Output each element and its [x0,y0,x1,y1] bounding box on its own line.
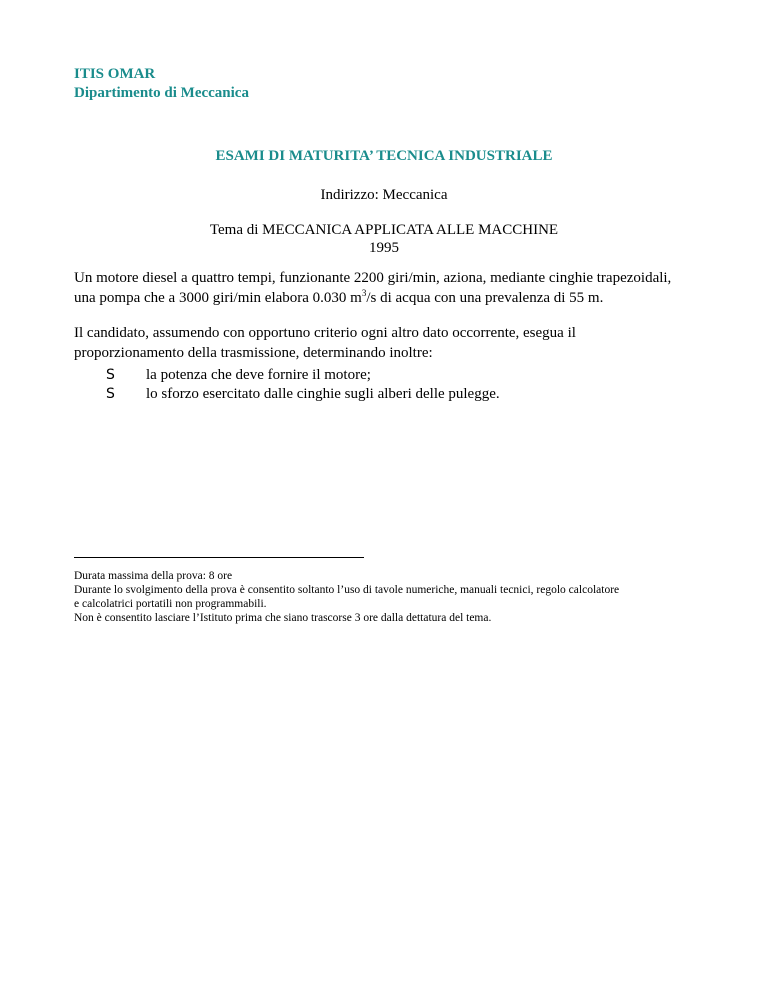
bullet-icon: S [106,367,115,383]
footnote-separator [74,557,364,558]
document-header [74,65,249,103]
school-name: ITIS OMAR [74,66,156,82]
footnote-line-4: Non è consentito lasciare l’Istituto prima che siano trascorse 3 ore dalla dettatura del tema. [74,612,492,624]
list-item [106,385,500,404]
problem-line-2 [74,288,724,308]
footnote-line-3: e calcolatrici portatili non programmabili. [74,598,267,610]
department-name: Dipartimento di Meccanica [74,85,249,101]
list-item [106,366,500,385]
problem-statement [74,268,724,308]
footnote-line-1: Durata massima della prova: 8 ore [74,570,233,582]
instructions-line-1: Il candidato, assumendo con opportuno criterio ogni altro dato occorrente, esegua il [74,325,576,341]
problem-line-2-start: una pompa che a 3000 giri/min elabora 0.030 m [74,290,362,306]
exam-tema: Tema di MECCANICA APPLICATA ALLE MACCHINE [209,222,559,238]
bullet-icon: S [106,386,115,402]
footnote [74,569,704,625]
instructions [74,323,724,363]
requirements-list [106,366,500,404]
footnote-line-2: Durante lo svolgimento della prova è consentito soltanto l’uso di tavole numeriche, manuali tecnici, regolo calcolatore [74,584,620,596]
exam-year: 1995 [369,240,399,256]
exam-indirizzo: Indirizzo: Meccanica [320,187,448,203]
list-item-text: lo sforzo esercitato dalle cinghie sugli alberi delle pulegge. [146,386,500,402]
list-item-text: la potenza che deve fornire il motore; [146,367,371,383]
problem-line-2-end: /s di acqua con una prevalenza di 55 m. [366,290,604,306]
exam-title: ESAMI DI MATURITA’ TECNICA INDUSTRIALE [215,148,553,164]
instructions-line-2: proporzionamento della trasmissione, determinando inoltre: [74,345,433,361]
problem-line-1: Un motore diesel a quattro tempi, funzionante 2200 giri/min, aziona, mediante cinghie trapezoidali, [74,270,672,286]
cubic-exponent: 3 [361,288,367,298]
